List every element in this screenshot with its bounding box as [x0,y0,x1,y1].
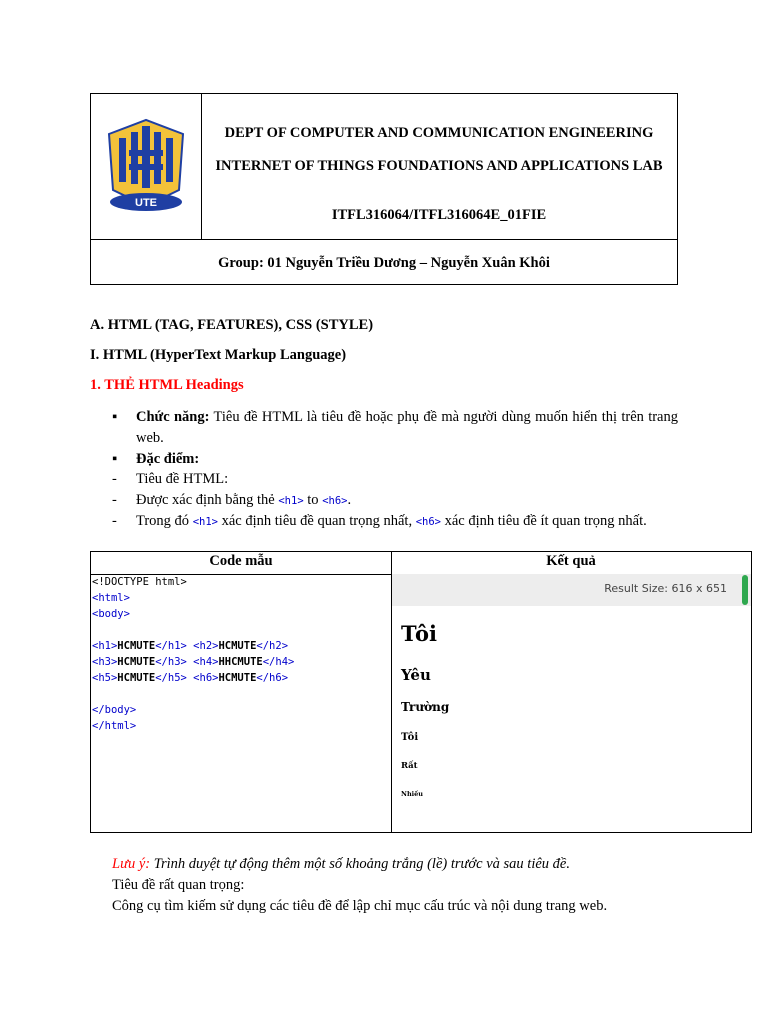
code-token: <h4> [193,656,219,668]
code-token: HCMUTE [117,672,156,684]
features-label: Đặc điểm: [136,451,200,467]
function-text: Tiêu đề HTML là tiêu đề hoặc phụ đề mà người dùng muốn hiển thị trên trang web. [136,409,678,446]
result-size-label: Result Size: 616 x 651 [604,582,727,595]
result-preview [392,574,751,832]
section-1-heading: 1. THẺ HTML Headings [90,377,244,393]
note-line-3: Công cụ tìm kiếm sử dụng các tiêu đề để lập chỉ mục cấu trúc và nội dung trang web. [112,898,608,914]
code-line-body-close: </body> [92,704,137,716]
code-token: HCMUTE [117,640,156,652]
code-token: HCMUTE [117,656,156,668]
result-toolbar [392,574,751,606]
note-text: Trình duyệt tự động thêm một số khoảng trắng (lề) trước và sau tiêu đề. [150,856,570,872]
result-h3: Trường [401,700,450,714]
ute-logo [101,114,191,219]
code-token: </h2> [256,640,289,652]
code-token: <h6> [193,672,219,684]
code-line-doctype: <!DOCTYPE html> [92,576,187,588]
code-token: HHCMUTE [218,656,263,668]
code-token: HCMUTE [218,640,257,652]
tag-h6: <h6> [415,516,441,528]
dash-marker: - [112,471,117,487]
note-line-2: Tiêu đề rất quan trọng: [112,877,245,893]
result-h6: Nhiều [401,790,423,798]
result-h1: Tôi [401,621,438,646]
dash-marker: - [112,492,117,508]
group-line: Group: 01 Nguyễn Triều Dương – Nguyễn Xuân Khôi [91,239,677,284]
code-token: </h5> [155,672,187,684]
function-label: Chức năng: [136,409,210,425]
code-token: <h1> [92,640,118,652]
resize-handle[interactable] [742,575,748,605]
column-header-code: Code mẫu [209,553,273,569]
dash-text: Tiêu đề HTML: [136,471,229,487]
code-token: <h5> [92,672,118,684]
tag-h6: <h6> [322,495,348,507]
bullet-marker: ▪ [112,409,118,425]
code-token: HCMUTE [218,672,257,684]
course-title: INTERNET OF THINGS FOUNDATIONS AND APPLICATIONS LAB [215,158,663,174]
dash-text: xác định tiêu đề ít quan trọng nhất. [441,513,647,529]
dash-marker: - [112,513,117,529]
result-h2: Yêu [401,666,431,684]
result-h4: Tôi [401,732,419,743]
code-line-body-open: <body> [92,608,130,620]
section-a-heading: A. HTML (TAG, FEATURES), CSS (STYLE) [90,317,374,333]
dash-text: xác định tiêu đề quan trọng nhất, [217,513,416,529]
code-line-1 [92,640,288,652]
code-line-3 [92,672,288,684]
section-i-heading: I. HTML (HyperText Markup Language) [90,347,347,363]
logo-cell [91,94,202,239]
bullet-function [112,407,678,449]
dash-text: . [347,492,352,508]
dash-item-1 [112,469,228,490]
dash-text: to [303,492,323,508]
header-box [90,93,678,285]
dash-text: Trong đó [136,513,193,529]
dept-title: DEPT OF COMPUTER AND COMMUNICATION ENGINEERING [224,125,654,141]
code-line-html-close: </html> [92,720,137,732]
note-line-1 [112,854,570,875]
code-token: </h3> [155,656,187,668]
example-table [90,551,752,833]
title-cell [201,94,677,239]
code-line-html-open: <html> [92,592,130,604]
code-line-2 [92,656,294,668]
code-token: </h6> [256,672,289,684]
tag-h1: <h1> [278,495,304,507]
tag-h1: <h1> [192,516,218,528]
svg-text:UTE: UTE [135,197,157,209]
dash-text: Được xác định bằng thẻ [136,492,279,508]
bullet-features [112,449,199,470]
bullet-marker: ▪ [112,451,118,467]
code-token: <h3> [92,656,118,668]
column-header-result: Kết quả [546,553,596,569]
code-token: <h2> [193,640,219,652]
course-code: ITFL316064/ITFL316064E_01FIE [331,207,547,223]
code-token: </h4> [262,656,295,668]
result-h5: Rất [401,761,418,771]
code-token: </h1> [155,640,187,652]
dash-item-2 [112,490,351,512]
code-sample [92,574,294,734]
note-label: Lưu ý: [112,856,151,872]
dash-item-3 [112,511,647,533]
